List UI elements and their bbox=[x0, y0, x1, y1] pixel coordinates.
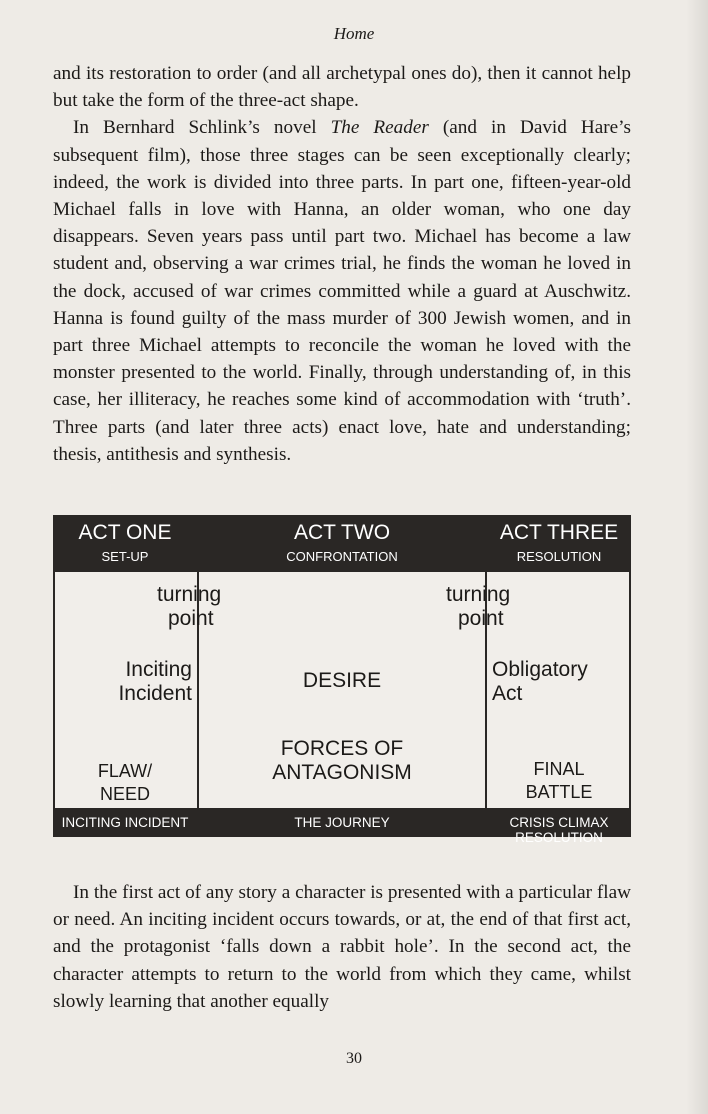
footer-crisis-climax-resolution: CRISIS CLIMAX RESOLUTION bbox=[509, 815, 609, 845]
flaw-need-line1: FLAW/ bbox=[97, 761, 153, 781]
body-text-top bbox=[53, 60, 631, 468]
act-one-subtitle: SET-UP bbox=[101, 549, 149, 564]
paragraph-2-rest: (and in David Hare’s subsequent film), those three stages can be seen exceptionally clearly; indeed, the work is divided into three parts. In part one, fifteen-year-old Michael falls in love with Hanna, an older woman, who one day disappears. Seven years pass until part two. Michael has become a law student and, observing a war crimes trial, he finds the woman he loved in the dock, accused of war crimes committed while a guard at Auschwitz. Hanna is found guilty of the mass murder of 300 Jewish women, and in part three Michael attempts to reconcile the woman he loved with the monster presented to the world. Finally, through understanding of, in this case, her illiteracy, he reaches some kind of accommodation with ‘truth’. Three parts (and later three acts) enact love, hate and understanding; thesis, antithesis and synthesis. bbox=[53, 117, 631, 465]
act-two-subtitle: CONFRONTATION bbox=[286, 549, 398, 564]
turning-point-left-line2: point bbox=[168, 607, 214, 630]
body-text-bottom bbox=[53, 879, 631, 1015]
desire-label: DESIRE bbox=[302, 669, 382, 692]
inciting-incident-line2: Incident bbox=[118, 682, 192, 705]
act-two-title: ACT TWO bbox=[293, 521, 391, 544]
final-battle-line1: FINAL bbox=[533, 759, 585, 779]
book-title: The Reader bbox=[330, 117, 429, 139]
page-number: 30 bbox=[346, 1050, 362, 1067]
act-one-title: ACT ONE bbox=[78, 521, 172, 544]
running-head: Home bbox=[333, 24, 375, 43]
forces-of-antagonism-line2: ANTAGONISM bbox=[272, 761, 412, 784]
paragraph-1: and its restoration to order (and all archetypal ones do), then it cannot help but take the form of the three-act shape. bbox=[53, 63, 631, 112]
three-act-diagram bbox=[53, 515, 631, 845]
flaw-need-line2: NEED bbox=[99, 784, 150, 804]
paragraph-3: In the first act of any story a character is presented with a particular flaw or need. An inciting incident occurs towards, or at, the end of that first act, and the protagonist ‘falls down a rabbit hole’. In the second act, the character attempts to return to the world from which they came, whilst slowly learning that another equally bbox=[53, 882, 631, 1012]
turning-point-left-line1: turning bbox=[157, 583, 222, 606]
page-edge-shadow bbox=[686, 0, 708, 1114]
footer-inciting-incident: INCITING INCIDENT bbox=[61, 815, 189, 830]
paragraph-2 bbox=[53, 114, 631, 468]
act-three-subtitle: RESOLUTION bbox=[516, 549, 602, 564]
turning-point-right-line2: point bbox=[458, 607, 504, 630]
act-three-title: ACT THREE bbox=[499, 521, 619, 544]
obligatory-act-line1: Obligatory bbox=[492, 658, 588, 681]
inciting-incident-line1: Inciting bbox=[125, 658, 192, 681]
paragraph-2-lead: In Bernhard Schlink’s novel bbox=[73, 117, 331, 139]
turning-point-right-line1: turning bbox=[446, 583, 511, 606]
final-battle-line2: BATTLE bbox=[525, 782, 593, 802]
forces-of-antagonism-line1: FORCES OF bbox=[280, 737, 404, 760]
footer-the-journey: THE JOURNEY bbox=[294, 815, 390, 830]
obligatory-act-line2: Act bbox=[492, 682, 523, 705]
